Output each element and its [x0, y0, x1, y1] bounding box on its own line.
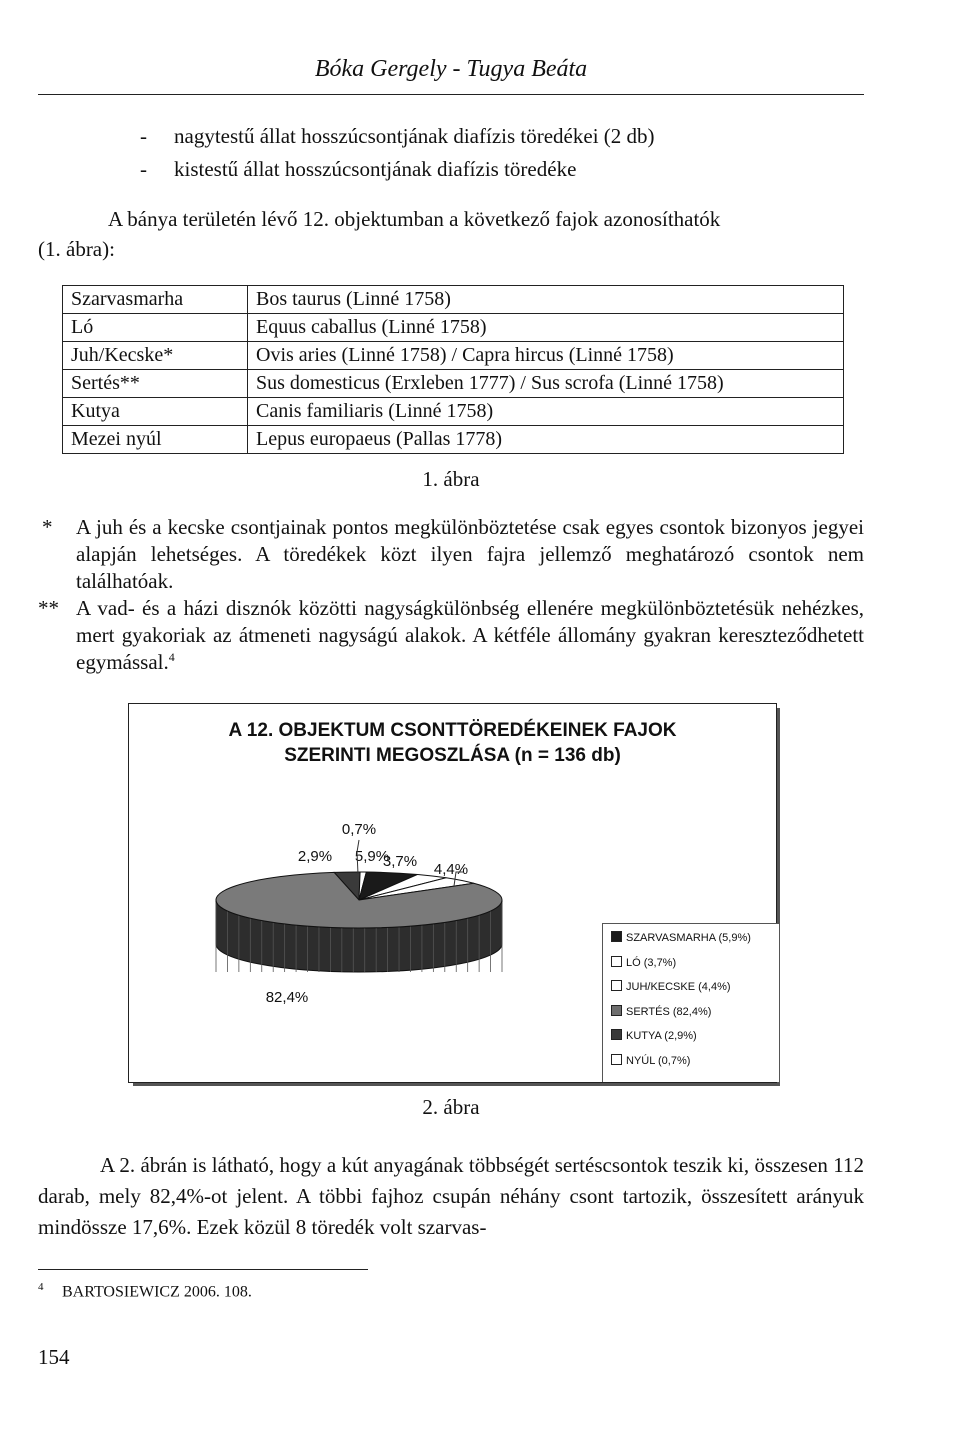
note-mark: **: [38, 596, 59, 620]
figure-caption-2: 2. ábra: [422, 1095, 480, 1119]
list-item: - kistestű állat hosszúcsontjának diafízis töredéke: [140, 157, 577, 181]
pie-chart: [128, 703, 777, 1083]
species-common-name: Kutya: [63, 398, 248, 426]
chart-title: A 12. OBJEKTUM CSONTTÖREDÉKEINEK FAJOK SZERINTI MEGOSZLÁSA (n = 136 db): [228, 720, 677, 766]
legend-item: [611, 931, 751, 944]
legend-label: JUH/KECSKE (4,4%): [626, 981, 731, 993]
table-row: [63, 314, 844, 342]
table-row: [63, 370, 844, 398]
table-row: [63, 286, 844, 314]
legend-item: [611, 1029, 697, 1042]
legend-label: KUTYA (2,9%): [626, 1030, 697, 1042]
body-paragraph: A 2. ábrán is látható, hogy a kút anyagának többségét sertéscsontok teszik ki, összesen 112 darab, mely 82,4%-ot jelent. A többi fajhoz csupán néhány csont tartozik, összesített arányuk mindössze 17,6%. Ezek közül 8 töredék volt szarvas-: [38, 1153, 864, 1239]
legend-swatch: [611, 956, 622, 967]
species-table: [62, 285, 844, 454]
legend-swatch: [611, 1054, 622, 1065]
data-label-juhkecske: 4,4%: [433, 861, 469, 878]
note-text: A juh és a kecske csontjainak pontos megkülönböztetése csak egyes csontok bizonyos jegyei alapján lehetséges. A töredékek közt ilyen fajra jellemző meghatározó csontok nem találhatóak.: [76, 515, 864, 593]
data-label-serts: 82,4%: [265, 989, 309, 1006]
footnote-rule: [38, 1269, 368, 1270]
intro-paragraph: A bánya területén lévő 12. objektumban a következő fajok azonosíthatók (1. ábra):: [38, 207, 721, 261]
data-label-kutya: 2,9%: [297, 848, 333, 865]
legend-item: [611, 1005, 711, 1018]
data-label-l: 3,7%: [382, 853, 418, 870]
species-common-name: Juh/Kecske*: [63, 342, 248, 370]
chart-legend: [602, 923, 779, 1082]
legend-item: [611, 980, 731, 993]
footnote: 4 BARTOSIEWICZ 2006. 108.: [38, 1281, 252, 1301]
footnote-note-2: [38, 595, 864, 676]
legend-label: NYÚL (0,7%): [626, 1054, 691, 1067]
legend-swatch: [611, 980, 622, 991]
legend-swatch: [611, 931, 622, 942]
species-latin-name: Lepus europaeus (Pallas 1778): [248, 426, 844, 454]
data-label-nyl: 0,7%: [341, 821, 377, 838]
species-common-name: Sertés**: [63, 370, 248, 398]
species-latin-name: Ovis aries (Linné 1758) / Capra hircus (Linné 1758): [248, 342, 844, 370]
table-row: [63, 342, 844, 370]
species-latin-name: Sus domesticus (Erxleben 1777) / Sus scrofa (Linné 1758): [248, 370, 844, 398]
species-common-name: Ló: [63, 314, 248, 342]
table-row: [63, 398, 844, 426]
note-text: A vad- és a házi disznók közötti nagyságkülönbség ellenére megkülönböztetésük nehézkes, mert gyakoriak az átmeneti nagyságú alakok. A kétféle állomány gyakran kereszteződhetett egymással.$^4$: [76, 596, 864, 674]
legend-label: SERTÉS (82,4%): [626, 1005, 712, 1018]
legend-label: LÓ (3,7%): [626, 956, 677, 969]
species-latin-name: Equus caballus (Linné 1758): [248, 314, 844, 342]
table-row: [63, 426, 844, 454]
running-header: Bóka Gergely - Tugya Beáta: [314, 56, 588, 82]
note-mark: *: [42, 515, 53, 539]
legend-label: SZARVASMARHA (5,9%): [626, 932, 751, 944]
legend-item: [611, 1054, 690, 1067]
figure-caption-1: 1. ábra: [422, 467, 480, 491]
footnote-note-1: [38, 514, 864, 595]
data-label-szarvasmarha: 5,9%: [354, 848, 390, 865]
species-common-name: Mezei nyúl: [63, 426, 248, 454]
legend-item: [611, 956, 676, 969]
species-latin-name: Bos taurus (Linné 1758): [248, 286, 844, 314]
species-latin-name: Canis familiaris (Linné 1758): [248, 398, 844, 426]
bullet-list: [140, 120, 655, 186]
legend-swatch: [611, 1029, 622, 1040]
page-number: 154: [38, 1345, 70, 1369]
header-rule: [38, 94, 864, 95]
legend-swatch: [611, 1005, 622, 1016]
list-item: - nagytestű állat hosszúcsontjának diafízis töredékei (2 db): [140, 124, 655, 148]
species-common-name: Szarvasmarha: [63, 286, 248, 314]
footnote-ref: 4: [168, 650, 175, 664]
